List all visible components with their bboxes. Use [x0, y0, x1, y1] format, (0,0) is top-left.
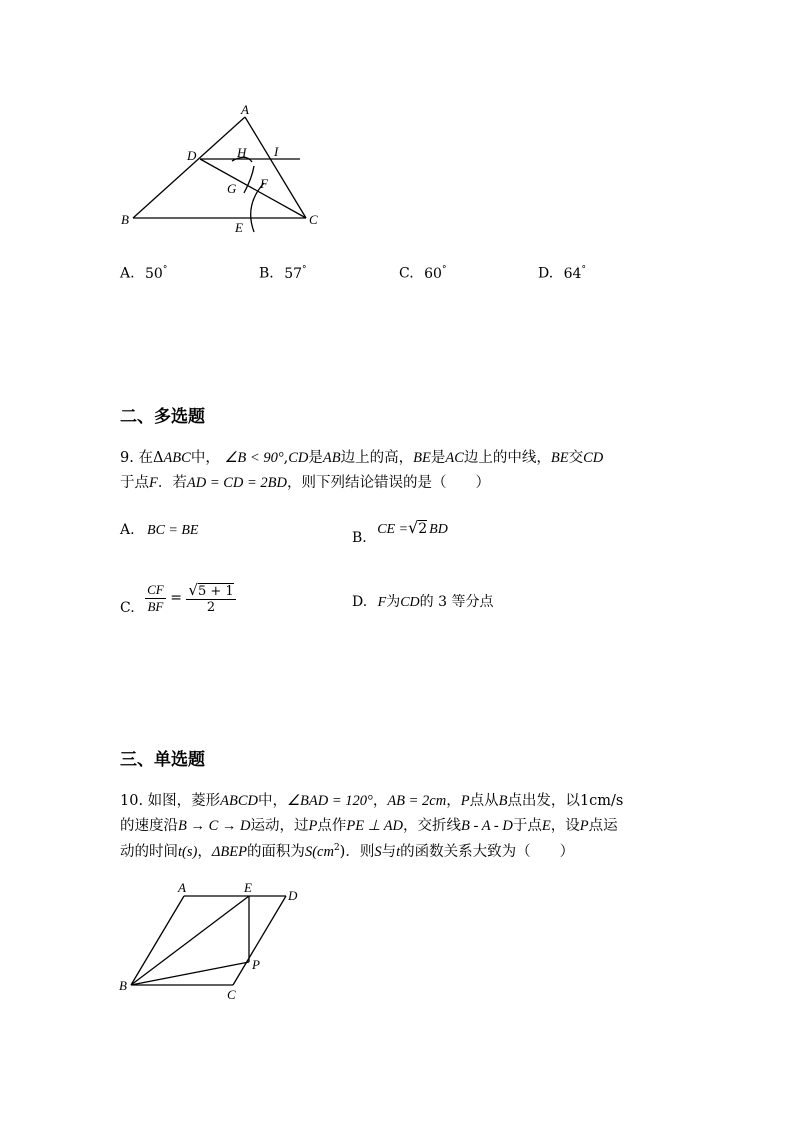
label-h: H: [237, 145, 247, 160]
q9-line1: 9. 在ΔABC中， ∠B < 90°,CD是AB边上的高，BE是AC边上的中线，BE交CD: [120, 450, 604, 466]
q9-option-d[interactable]: D. F为CD的 3 等分点: [352, 594, 494, 610]
q10-line3: 动的时间t(s)，ΔBEP的面积为$S(cm^2)$．则S与t的函数关系大致为（ ）: [120, 843, 575, 860]
label-c: C: [227, 987, 236, 1002]
label-e: E: [244, 880, 252, 895]
segment-bp: [131, 962, 249, 985]
q8-option-a[interactable]: A. 50°: [120, 265, 168, 282]
segment-be: [131, 896, 249, 985]
label-i: I: [274, 144, 279, 159]
label-f: F: [260, 176, 268, 191]
q10-line1: 10. 如图，菱形ABCD中，∠BAD = 120°，AB = 2cm，P点从B点出发，以1cm/s: [120, 793, 624, 809]
label-g: G: [227, 181, 237, 196]
triangle-figure: [110, 95, 340, 240]
side-ab: [133, 117, 245, 218]
label-d: D: [187, 148, 197, 163]
label-d: D: [288, 888, 298, 903]
section-heading-single: 三、单选题: [120, 750, 205, 770]
q9-option-b[interactable]: B. CE =√2 BD: [352, 518, 448, 546]
q8-option-d[interactable]: D. 64°: [538, 265, 586, 282]
label-b: B: [119, 978, 127, 993]
q9-option-a[interactable]: A. BC = BE: [120, 522, 199, 538]
q9-line2: 于点F．若AD = CD = 2BD，则下列结论错误的是（ ）: [120, 475, 490, 491]
label-p: P: [252, 957, 260, 972]
q10-line2: 的速度沿B → C → D运动，过P点作PE ⊥ AD，交折线B - A - D于点E，设P点运: [120, 818, 618, 834]
rhombus-figure: [110, 875, 310, 1005]
side-ab: [131, 896, 184, 985]
label-c: C: [309, 212, 318, 227]
label-a: A: [241, 102, 249, 117]
label-a: A: [178, 880, 186, 895]
section-heading-multi: 二、多选题: [120, 407, 205, 427]
q8-option-c[interactable]: C. 60°: [399, 265, 447, 282]
q8-option-b[interactable]: B. 57°: [259, 265, 307, 282]
label-b: B: [121, 212, 129, 227]
q9-option-c[interactable]: C. $\frac{CF}{BF}$ = $\frac{√5 + 1}{2}$: [120, 581, 234, 616]
label-e: E: [235, 220, 243, 235]
